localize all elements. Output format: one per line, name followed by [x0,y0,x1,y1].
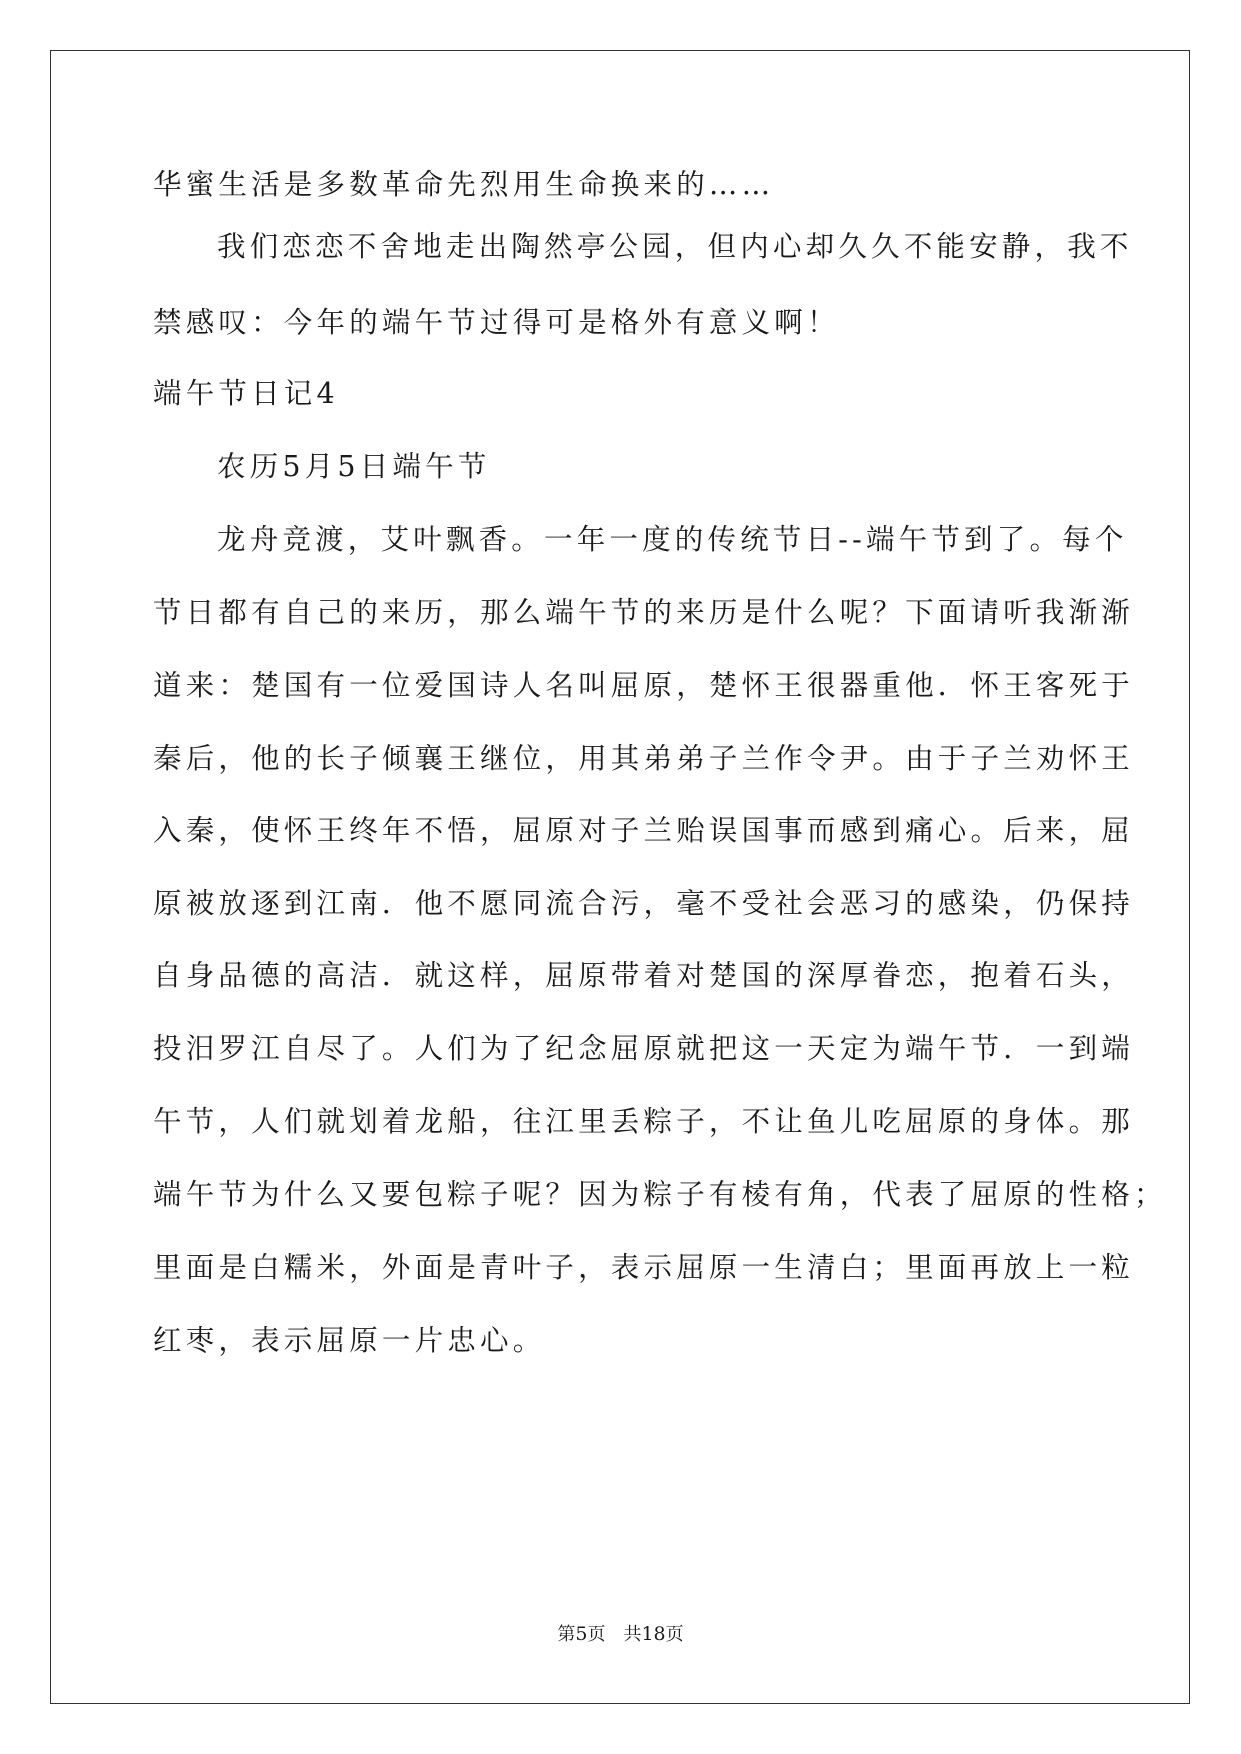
paragraph-line: 秦后，他的长子倾襄王继位，用其弟弟子兰作令尹。由于子兰劝怀王 [153,742,1135,775]
section-heading: 端午节日记4 [153,377,339,410]
paragraph-line: 红枣，表示屈原一片忠心。 [153,1324,546,1357]
paragraph-line: 我们恋恋不舍地走出陶然亭公园，但内心却久久不能安静，我不 [217,230,1133,263]
current-page-number: 5 [575,1623,588,1645]
paragraph-line: 投汨罗江自尽了。人们为了纪念屈原就把这一天定为端午节．一到端 [153,1032,1135,1065]
paragraph-line: 自身品德的高洁．就这样，屈原带着对楚国的深厚眷恋，抱着石头， [153,959,1135,992]
paragraph-line: 禁感叹：今年的端午节过得可是格外有意义啊！ [153,306,840,339]
paragraph-line: 端午节为什么又要包粽子呢？因为粽子有棱有角，代表了屈原的性格； [153,1178,1167,1211]
footer-suffix: 页 [665,1624,684,1645]
paragraph-line: 华蜜生活是多数革命先烈用生命换来的…… [153,168,775,201]
page-border [50,50,1190,1704]
paragraph-line: 入秦，使怀王终年不悟，屈原对子兰贻误国事而感到痛心。后来，屈 [153,814,1135,847]
page-footer [0,1622,1241,1647]
footer-middle: 页 共 [587,1624,642,1645]
paragraph-line: 午节，人们就划着龙船，往江里丢粽子，不让鱼儿吃屈原的身体。那 [153,1105,1135,1138]
total-page-count: 18 [641,1623,666,1645]
paragraph-line: 农历5月5日端午节 [217,450,491,483]
paragraph-line: 龙舟竞渡，艾叶飘香。一年一度的传统节日--端午节到了。每个 [217,523,1128,556]
paragraph-line: 里面是白糯米，外面是青叶子，表示屈原一生清白；里面再放上一粒 [153,1251,1135,1284]
footer-prefix: 第 [557,1624,576,1645]
paragraph-line: 节日都有自己的来历，那么端午节的来历是什么呢？下面请听我渐渐 [153,596,1135,629]
paragraph-line: 原被放逐到江南．他不愿同流合污，毫不受社会恶习的感染，仍保持 [153,887,1135,920]
paragraph-line: 道来：楚国有一位爱国诗人名叫屈原，楚怀王很器重他．怀王客死于 [153,669,1135,702]
